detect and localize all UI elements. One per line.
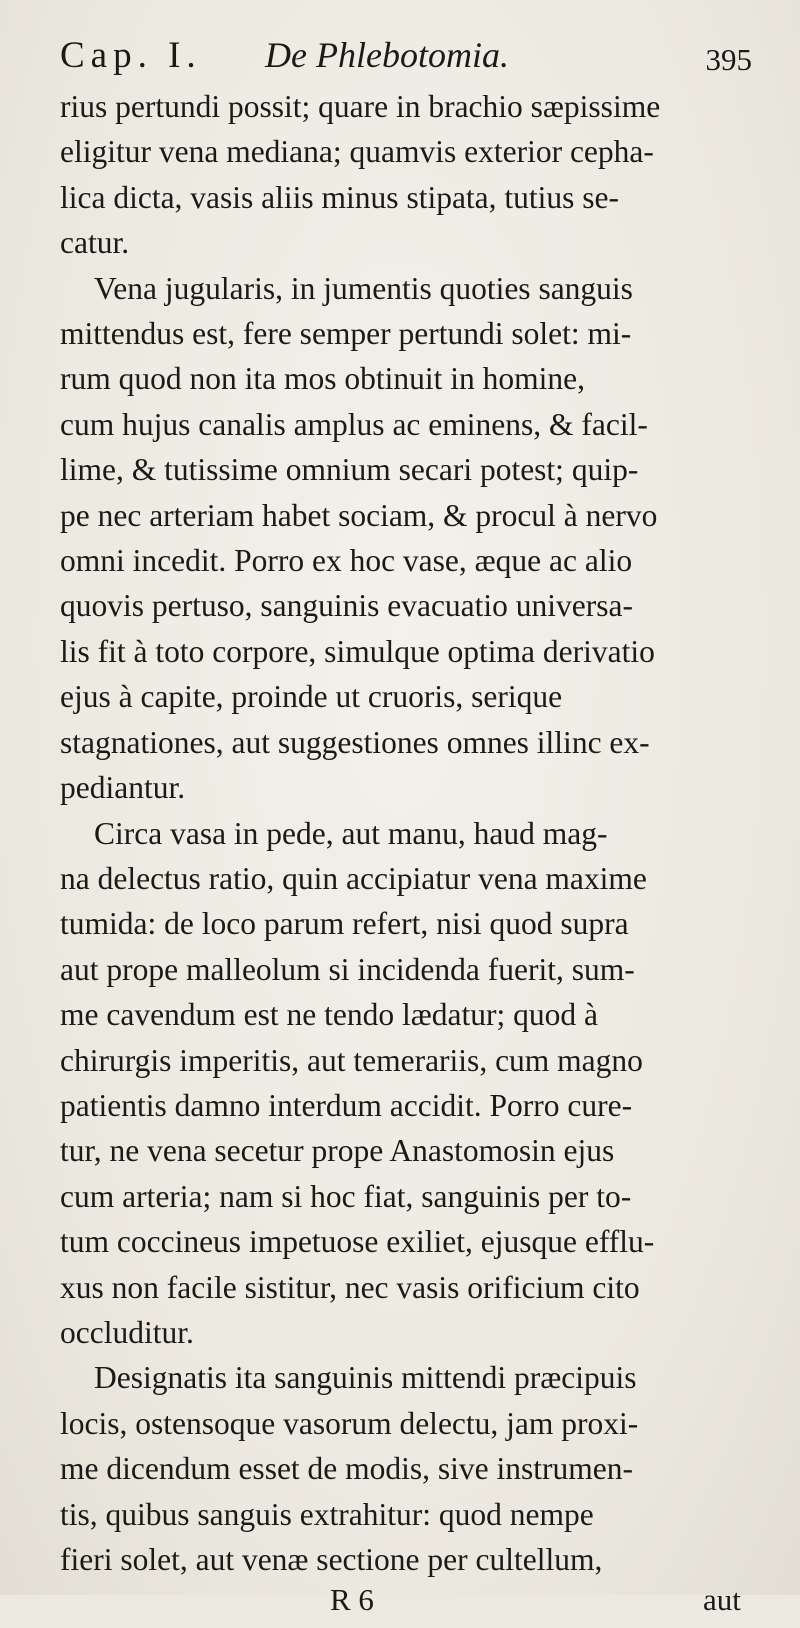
text-line: omni incedit. Porro ex hoc vase, æque ac alio [60,543,633,579]
text-line: lime, & tutissime omnium secari potest; quip- [60,452,639,488]
text-line: na delectus ratio, quin accipiatur vena maxime [60,860,647,896]
running-title: De Phlebotomia. [265,35,509,75]
text-line: xus non facile sistitur, nec vasis orificium cito [60,1269,640,1305]
text-line: patientis damno interdum accidit. Porro cure- [60,1087,633,1123]
text-line: occluditur. [60,1314,194,1350]
text-line: quovis pertuso, sanguinis evacuatio universa- [60,588,633,624]
text-line: aut prope malleolum si incidenda fuerit, sum- [60,951,635,987]
running-header [60,28,760,84]
text-line: tumida: de loco parum refert, nisi quod supra [60,906,629,942]
catchword: aut [703,1582,741,1618]
signature-mark: R 6 [330,1582,374,1618]
paragraph-start-line: Designatis ita sanguinis mittendi præcipuis [94,1360,637,1396]
paragraph-start-line: Vena jugularis, in jumentis quoties sanguis [94,270,633,306]
text-line: lica dicta, vasis aliis minus stipata, tutius se- [60,179,620,215]
text-line: ejus à capite, proinde ut cruoris, serique [60,679,563,715]
text-line: rius pertundi possit; quare in brachio sæpissime [60,89,661,124]
page-number: 395 [705,42,752,77]
page-footer [60,1582,760,1628]
paragraph-start-line: Circa vasa in pede, aut manu, haud mag- [94,815,608,851]
text-line: catur. [60,225,130,261]
text-line: tum coccineus impetuose exiliet, ejusque efflu- [60,1224,655,1260]
text-line: fieri solet, aut venæ sectione per cultellum, [60,1542,603,1577]
text-line: stagnationes, aut suggestiones omnes illinc ex- [60,724,650,760]
text-line: me dicendum esset de modis, sive instrumen- [60,1451,634,1487]
text-line: mittendus est, fere semper pertundi solet: mi- [60,316,632,352]
text-line: pediantur. [60,770,186,806]
text-line: lis fit à toto corpore, simulque optima derivatio [60,633,655,669]
text-line: rum quod non ita mos obtinuit in homine, [60,361,585,397]
chapter-label: Cap. I. [60,35,202,76]
text-line: cum hujus canalis amplus ac eminens, & facil- [60,406,648,442]
text-line: me cavendum est ne tendo lædatur; quod à [60,997,598,1033]
text-line: eligitur vena mediana; quamvis exterior cepha- [60,134,654,170]
body-text [60,84,760,1582]
text-line: pe nec arteriam habet sociam, & procul à nervo [60,497,658,533]
text-line: chirurgis imperitis, aut temerariis, cum magno [60,1042,643,1078]
text-line: tis, quibus sanguis extrahitur: quod nempe [60,1496,594,1532]
text-line: tur, ne vena secetur prope Anastomosin ejus [60,1133,615,1169]
text-line: cum arteria; nam si hoc fiat, sanguinis per to- [60,1178,632,1214]
text-line: locis, ostensoque vasorum delectu, jam proxi- [60,1405,639,1441]
